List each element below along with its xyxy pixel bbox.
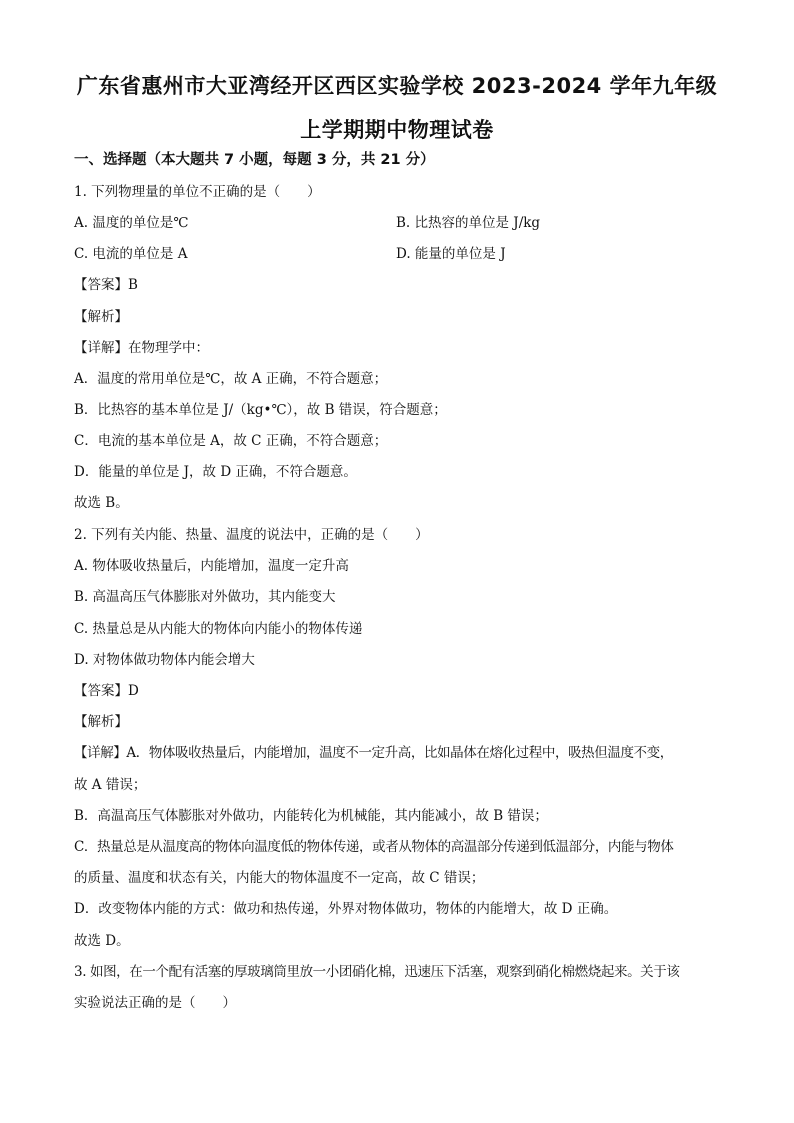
- q2-option-b: B. 高温高压气体膨胀对外做功，其内能变大: [74, 589, 336, 605]
- q2-option-a: A. 物体吸收热量后，内能增加，温度一定升高: [74, 558, 349, 574]
- q3-stem-line-2: 实验说法正确的是（ ）: [74, 995, 236, 1011]
- q2-explain-b: B．高温高压气体膨胀对外做功，内能转化为机械能，其内能减小，故 B 错误；: [74, 808, 548, 824]
- q2-explain-c-line-2: 的质量、温度和状态有关，内能大的物体温度不一定高，故 C 错误；: [74, 870, 485, 886]
- q1-explain-c: C．电流的基本单位是 A，故 C 正确，不符合题意；: [74, 433, 388, 449]
- q2-detail-a-line-1: 【详解】A．物体吸收热量后，内能增加，温度不一定升高，比如晶体在熔化过程中，吸热但温度不变，: [74, 745, 673, 761]
- q2-option-d: D. 对物体做功物体内能会增大: [74, 652, 255, 668]
- section-heading: 一、选择题（本大题共 7 小题，每题 3 分，共 21 分）: [74, 152, 435, 168]
- q1-analysis-label: 【解析】: [74, 309, 128, 325]
- q1-answer: 【答案】B: [74, 277, 138, 293]
- q1-stem: 1. 下列物理量的单位不正确的是（ ）: [74, 184, 321, 200]
- q3-stem-line-1: 3. 如图，在一个配有活塞的厚玻璃筒里放一小团硝化棉，迅速压下活塞，观察到硝化棉燃烧起来。关于该: [74, 964, 680, 980]
- document-title-line-1: 广东省惠州市大亚湾经开区西区实验学校 2023-2024 学年九年级: [76, 74, 718, 98]
- q1-explain-b: B．比热容的基本单位是 J/（kg•℃），故 B 错误，符合题意；: [74, 402, 447, 418]
- document-title-line-2: 上学期期中物理试卷: [300, 118, 494, 142]
- q1-option-b: B. 比热容的单位是 J/kg: [396, 215, 541, 231]
- q1-explain-a: A．温度的常用单位是℃，故 A 正确，不符合题意；: [74, 371, 388, 387]
- q2-explain-c-line-1: C．热量总是从温度高的物体向温度低的物体传递，或者从物体的高温部分传递到低温部分，内能与物体: [74, 839, 674, 855]
- q2-option-c: C. 热量总是从内能大的物体向内能小的物体传递: [74, 621, 363, 637]
- q2-detail-a-line-2: 故 A 错误；: [74, 777, 147, 793]
- q1-option-a: A. 温度的单位是℃: [74, 215, 189, 231]
- q2-explain-d: D．改变物体内能的方式：做功和热传递，外界对物体做功，物体的内能增大，故 D 正确。: [74, 901, 618, 917]
- q1-option-d: D. 能量的单位是 J: [396, 246, 506, 262]
- q2-analysis-label: 【解析】: [74, 714, 128, 730]
- q1-conclusion: 故选 B。: [74, 495, 129, 511]
- q1-explain-d: D．能量的单位是 J，故 D 正确，不符合题意。: [74, 464, 357, 480]
- q2-answer: 【答案】D: [74, 683, 139, 699]
- q2-stem: 2. 下列有关内能、热量、温度的说法中，正确的是（ ）: [74, 527, 429, 543]
- q2-conclusion: 故选 D。: [74, 933, 130, 949]
- q1-option-c: C. 电流的单位是 A: [74, 246, 188, 262]
- q1-detail: 【详解】在物理学中：: [74, 340, 209, 356]
